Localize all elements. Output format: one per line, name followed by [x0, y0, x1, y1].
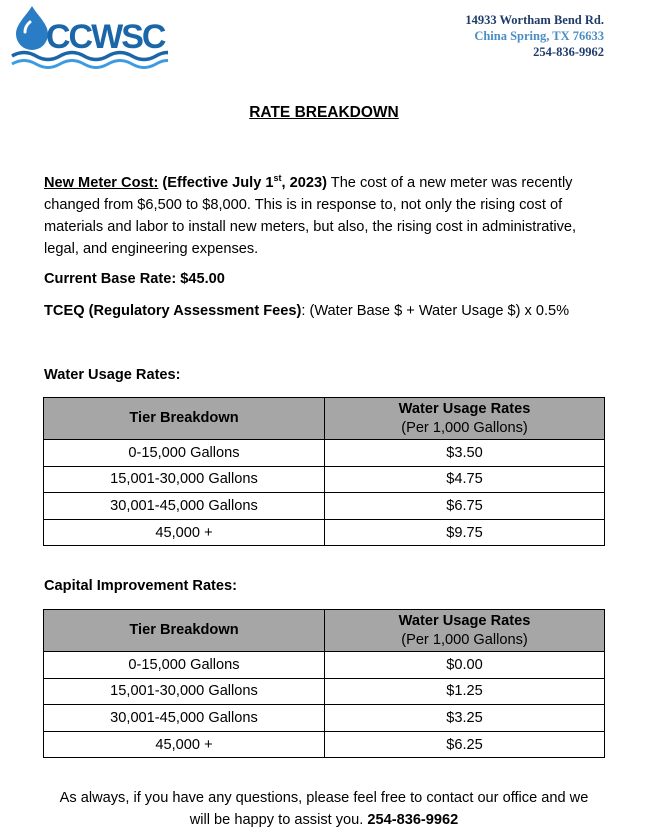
address-block [465, 12, 604, 60]
closing-line-2: will be happy to assist you. 254-836-9962 [189, 812, 459, 828]
meter-cost-body: The cost of a new meter was recently changed from $6,500 to $8,000. This is in response to, not only the rising cost of materials and labor to install new meters, but also, the rising cost in administrative, legal, and engineering expenses. [44, 175, 577, 257]
tceq-formula: : (Water Base $ + Water Usage $) x 0.5% [301, 303, 570, 319]
rate-cell: $3.50 [325, 440, 605, 467]
closing-line-1: As always, if you have any questions, please feel free to contact our office and we [59, 790, 589, 806]
address-city: China Spring, TX 76633 [474, 29, 604, 43]
tier-cell: 30,001-45,000 Gallons [44, 705, 325, 732]
rate-cell: $3.25 [325, 705, 605, 732]
tier-cell: 0-15,000 Gallons [44, 652, 325, 679]
meter-cost-paragraph [44, 172, 604, 260]
table-header-row [44, 610, 605, 652]
rate-cell: $6.25 [325, 731, 605, 758]
water-drop-icon [16, 6, 48, 50]
column-header-rate: Water Usage Rates (Per 1,000 Gallons) [325, 398, 605, 440]
address-phone: 254-836-9962 [533, 45, 604, 59]
page-title: RATE BREAKDOWN [249, 104, 399, 121]
table-header-row [44, 398, 605, 440]
table-row [44, 440, 605, 467]
tceq-fees [44, 303, 569, 319]
table-row [44, 519, 605, 546]
column-header-tier: Tier Breakdown [44, 398, 325, 440]
meter-cost-label: New Meter Cost: [44, 175, 159, 191]
tier-cell: 45,000 + [44, 519, 325, 546]
tier-cell: 0-15,000 Gallons [44, 440, 325, 467]
capital-improvement-table [43, 609, 605, 758]
table-row [44, 705, 605, 732]
tier-cell: 45,000 + [44, 731, 325, 758]
table-row [44, 493, 605, 520]
table-row [44, 652, 605, 679]
table-row [44, 731, 605, 758]
rate-cell: $9.75 [325, 519, 605, 546]
closing-phone: 254-836-9962 [367, 812, 459, 828]
tier-cell: 15,001-30,000 Gallons [44, 466, 325, 493]
tier-cell: 30,001-45,000 Gallons [44, 493, 325, 520]
water-usage-heading: Water Usage Rates: [44, 367, 181, 383]
capital-improvement-heading: Capital Improvement Rates: [44, 578, 238, 594]
water-usage-table [43, 397, 605, 546]
rate-cell: $4.75 [325, 466, 605, 493]
effective-date: (Effective July 1st, 2023) [158, 173, 327, 191]
rate-cell: $6.75 [325, 493, 605, 520]
column-header-tier: Tier Breakdown [44, 610, 325, 652]
address-street: 14933 Wortham Bend Rd. [465, 13, 604, 27]
ccwsc-logo [8, 2, 168, 74]
rate-cell: $1.25 [325, 678, 605, 705]
rate-cell: $0.00 [325, 652, 605, 679]
table-row [44, 466, 605, 493]
table-row [44, 678, 605, 705]
tceq-label: TCEQ (Regulatory Assessment Fees) [44, 303, 302, 319]
closing-note [0, 787, 648, 831]
base-rate: Current Base Rate: $45.00 [44, 271, 225, 287]
logo-text: CCWSC [46, 18, 165, 56]
tier-cell: 15,001-30,000 Gallons [44, 678, 325, 705]
column-header-rate: Water Usage Rates (Per 1,000 Gallons) [325, 610, 605, 652]
